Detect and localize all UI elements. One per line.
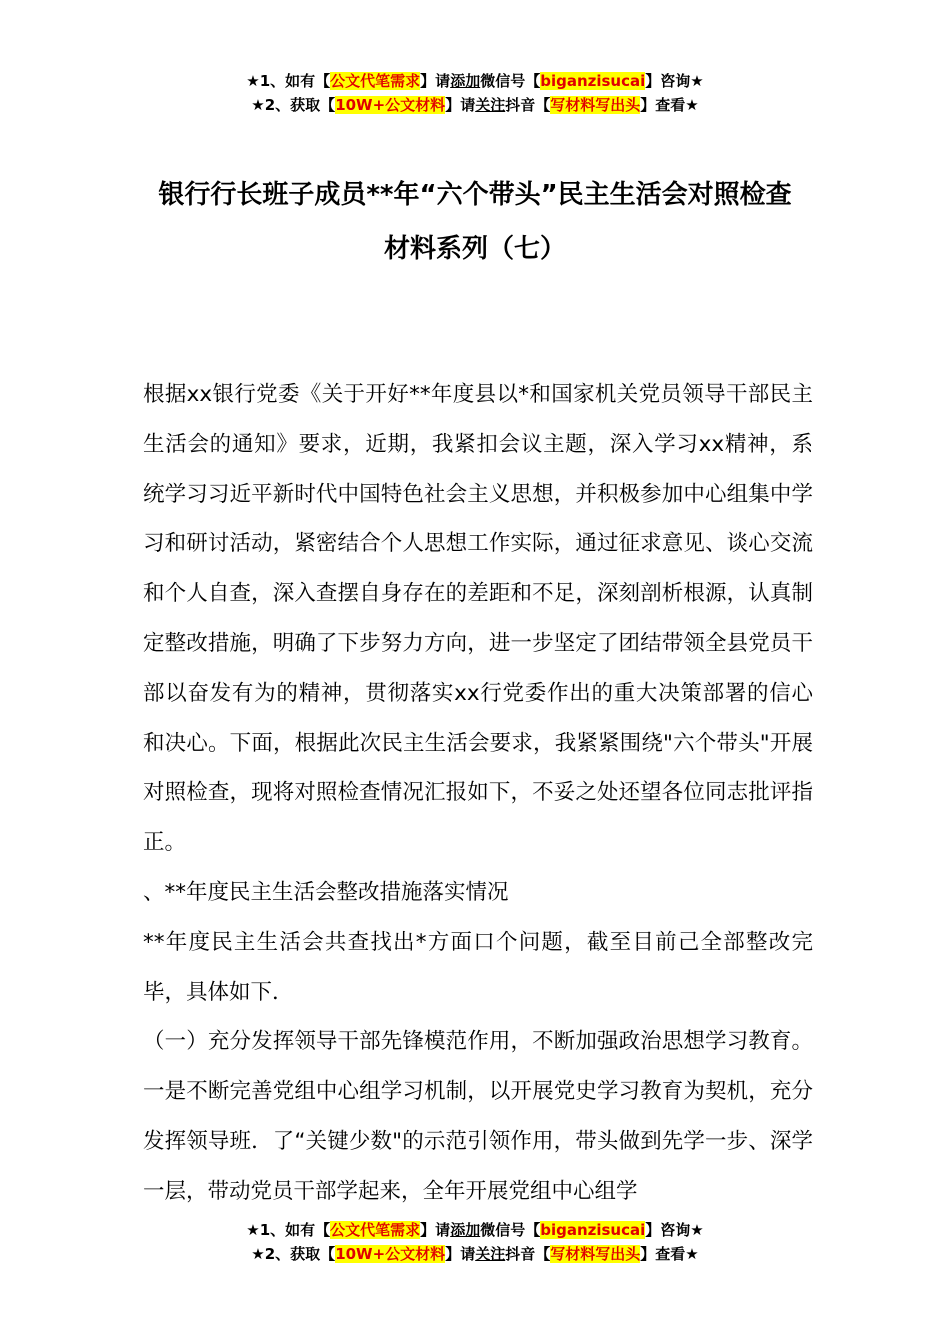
body-paragraph-summary: **年度民主生活会共查找出*方面口个问题，截至目前己全部整改完毕，具体如下． (143, 929, 813, 1005)
promo-text: 抖音【 (505, 1245, 551, 1263)
promo-text: 】请 (420, 1221, 451, 1239)
promo-underline: 添加 (450, 72, 481, 90)
promo-line-2 (0, 93, 950, 117)
promo-line-1 (0, 1218, 950, 1242)
promo-text: ★1、如有【 (246, 1221, 331, 1239)
promo-highlight: 写材料写出头 (550, 96, 641, 114)
promo-text: 】请 (445, 96, 476, 114)
promo-text: 】查看★ (640, 1245, 699, 1263)
promo-highlight: 10W+公文材料 (335, 1245, 446, 1263)
title-line-2: 材料系列（七） (383, 234, 566, 264)
promo-highlight: 公文代笔需求 (330, 72, 421, 90)
promo-text: 】请 (420, 72, 451, 90)
promo-highlight: 公文代笔需求 (330, 1221, 421, 1239)
document-title (100, 168, 850, 276)
promo-highlight: 写材料写出头 (550, 1245, 641, 1263)
promo-text: ★2、获取【 (251, 96, 336, 114)
promo-line-1 (0, 69, 950, 93)
promo-underline: 关注 (475, 1245, 506, 1263)
promo-text: ★2、获取【 (251, 1245, 336, 1263)
body-paragraph-item-1: （一）充分发挥领导干部先锋模范作用，不断加强政治思想学习教育。一是不断完善党组中心组学习机制，以开展党史学习教育为契机，充分发挥领导班．了“关键少数"的示范引领作用，带头做到先学一步、深学一层，带动党员干部学起来，全年开展党组中心组学 (143, 1029, 813, 1204)
promo-text: 抖音【 (505, 96, 551, 114)
promo-underline: 关注 (475, 96, 506, 114)
promo-footer (0, 1218, 950, 1266)
promo-text: 微信号【 (480, 72, 541, 90)
promo-text: 】查看★ (640, 96, 699, 114)
promo-line-2 (0, 1242, 950, 1266)
promo-highlight: 10W+公文材料 (335, 96, 446, 114)
promo-text: 】请 (445, 1245, 476, 1263)
promo-text: ★1、如有【 (246, 72, 331, 90)
promo-header (0, 69, 950, 117)
promo-text: 微信号【 (480, 1221, 541, 1239)
promo-highlight: biganzisucai (540, 1221, 646, 1239)
promo-text: 】咨询★ (645, 1221, 704, 1239)
promo-text: 】咨询★ (645, 72, 704, 90)
promo-underline: 添加 (450, 1221, 481, 1239)
title-line-1: 银行行长班子成员**年“六个带头”民主生活会对照检查 (158, 180, 792, 210)
promo-highlight: biganzisucai (540, 72, 646, 90)
section-heading: 、**年度民主生活会整改措施落实情况 (143, 879, 509, 905)
body-paragraph-intro: 根据xx银行党委《关于开好**年度县以*和国家机关党员领导干部民主生活会的通知》要求，近期，我紧扣会议主题，深入学习xx精神，系统学习习近平新时代中国特色社会主义思想，并积极参加中心组集中学习和研讨活动，紧密结合个人思想工作实际，通过征求意见、谈心交流和个人自查，深入查摆自身存在的差距和不足，深刻剖析根源，认真制定整改措施，明确了下步努力方向，进一步坚定了团结带领全县党员干部以奋发有为的精神，贯彻落实xx行党委作出的重大决策部署的信心和决心。下面，根据此次民主生活会要求，我紧紧围绕"六个带头"开展对照检查，现将对照检查情况汇报如下，不妥之处还望各位同志批评指正。 (143, 382, 813, 856)
document-body (143, 370, 813, 1217)
